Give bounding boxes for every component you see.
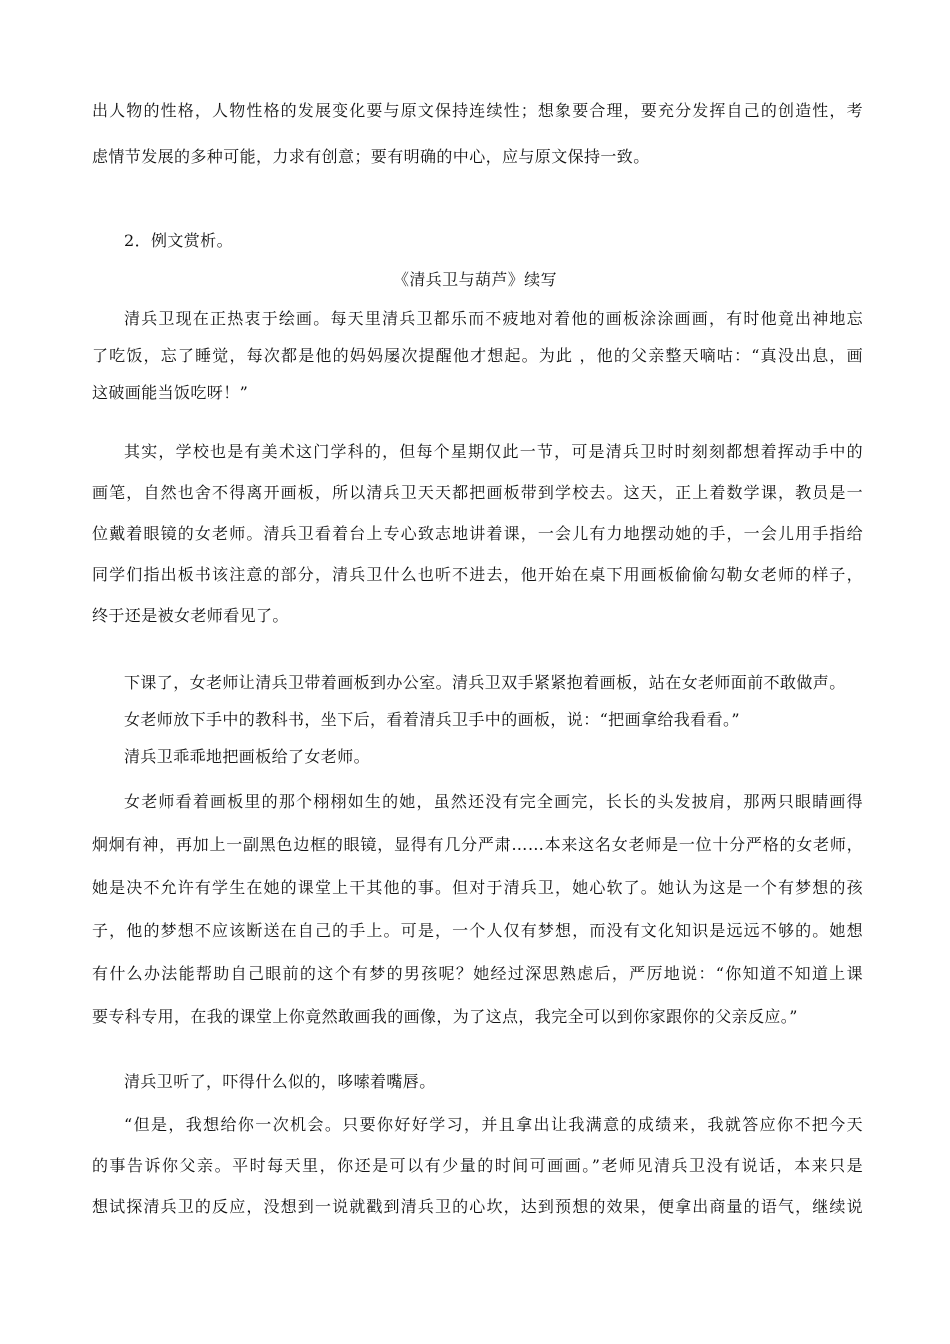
text-line: 清兵卫乖乖地把画板给了女老师。: [124, 747, 371, 766]
text-line: 同学们指出板书该注意的部分，清兵卫什么也听不进去，他开始在桌下用画板偷偷勾勒女老师的样子，: [92, 565, 863, 584]
paragraph-2: [92, 433, 863, 638]
text-line: 炯炯有神，再加上一副黑色边框的眼镜，显得有几分严肃……本来这名女老师是一位十分严格的女老师，: [92, 835, 863, 854]
paragraph-4: [92, 704, 863, 736]
text-line: 想试探清兵卫的反应，没想到一说就戳到清兵卫的心坎，达到预想的效果，便拿出商量的语气，继续说: [92, 1197, 863, 1216]
intro-paragraph: [92, 96, 863, 172]
text-line: 了吃饭，忘了睡觉，每次都是他的妈妈屡次提醒他才想起。为此 ，他的父亲整天嘀咕：“真没出息，画: [92, 346, 863, 365]
paragraph-1: [92, 300, 863, 411]
paragraph-5: [92, 741, 863, 773]
text-line: 虑情节发展的多种可能，力求有创意；要有明确的中心，应与原文保持一致。: [92, 147, 650, 166]
text-line: 要专科专用，在我的课堂上你竟然敢画我的画像，为了这点，我完全可以到你家跟你的父亲反应。”: [92, 1007, 798, 1026]
text-line: 出人物的性格，人物性格的发展变化要与原文保持连续性；想象要合理，要充分发挥自己的创造性，考: [92, 101, 863, 120]
section-heading-text: 2．例文赏析。: [124, 231, 233, 250]
text-line: 她是决不允许有学生在她的课堂上干其他的事。但对于清兵卫，她心软了。她认为这是一个有梦想的孩: [92, 878, 863, 897]
paragraph-8: [92, 1106, 863, 1229]
essay-title: 《清兵卫与葫芦》续写: [392, 270, 557, 289]
text-line: 画笔，自然也舍不得离开画板，所以清兵卫天天都把画板带到学校去。这天，正上着数学课，教员是一: [92, 483, 863, 502]
text-line: 清兵卫现在正热衷于绘画。每天里清兵卫都乐而不疲地对着他的画板涂涂画画，有时他竟出神地忘: [124, 309, 863, 328]
text-line: 这破画能当饭吃呀！”: [92, 383, 249, 402]
text-line: 清兵卫听了，吓得什么似的，哆嗦着嘴唇。: [124, 1072, 436, 1091]
paragraph-3: [92, 667, 863, 699]
text-line: 有什么办法能帮助自己眼前的这个有梦的男孩呢？她经过深思熟虑后，严厉地说：“你知道不知道上课: [92, 964, 863, 983]
text-line: “但是，我想给你一次机会。只要你好好学习，并且拿出让我满意的成绩来，我就答应你不把今天: [124, 1115, 863, 1134]
text-line: 子，他的梦想不应该断送在自己的手上。可是，一个人仅有梦想，而没有文化知识是远远不够的。她想: [92, 921, 863, 940]
text-line: 女老师放下手中的教科书，坐下后，看着清兵卫手中的画板，说：“把画拿给我看看。”: [124, 710, 740, 729]
text-line: 女老师看着画板里的那个栩栩如生的她，虽然还没有完全画完，长长的头发披肩，那两只眼睛画得: [124, 792, 863, 811]
paragraph-7: [92, 1066, 863, 1098]
text-line: 下课了，女老师让清兵卫带着画板到办公室。清兵卫双手紧紧抱着画板，站在女老师面前不敢做声。: [124, 673, 846, 692]
text-line: 终于还是被女老师看见了。: [92, 606, 289, 625]
text-line: 位戴着眼镜的女老师。清兵卫看着台上专心致志地讲着课，一会儿有力地摆动她的手，一会儿用手指给: [92, 524, 863, 543]
text-line: 其实，学校也是有美术这门学科的，但每个星期仅此一节，可是清兵卫时时刻刻都想着挥动手中的: [124, 442, 863, 461]
text-line: 的事告诉你父亲。平时每天里，你还是可以有少量的时间可画画。”老师见清兵卫没有说话，本来只是: [92, 1156, 863, 1175]
section-heading: [92, 226, 863, 256]
paragraph-6: [92, 783, 863, 1041]
